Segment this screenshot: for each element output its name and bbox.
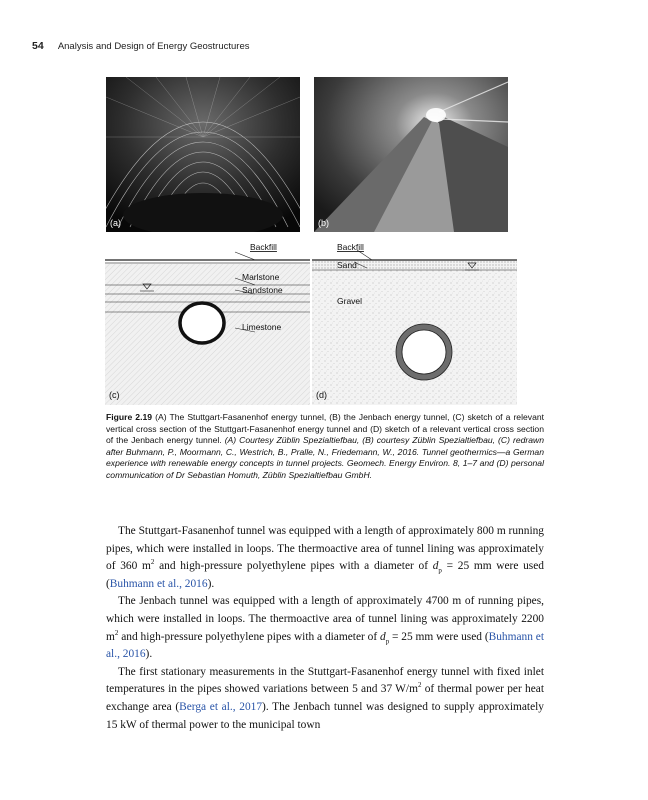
label-sandstone: Sandstone <box>242 285 283 295</box>
page-number: 54 <box>32 40 44 52</box>
tunnel-outline <box>180 303 224 343</box>
label-sand: Sand <box>337 260 357 270</box>
tunnel-photo-a-drawing <box>106 77 300 232</box>
panel-label-b: (b) <box>318 218 329 228</box>
label-marlstone: Marlstone <box>242 272 280 282</box>
superscript: 2 <box>114 628 119 637</box>
body-text <box>106 523 544 734</box>
tunnel-photo-b-drawing <box>314 77 508 232</box>
text-run: The Jenbach tunnel was equipped with a length of approximately 4700 m of running pipes, which were installed in loops. The thermoactive area of tunnel lining was approximately 2200 m <box>106 595 544 643</box>
figure-caption <box>106 412 544 481</box>
photo-stuttgart-tunnel <box>106 77 300 232</box>
sketch-stuttgart-cross-section <box>105 240 310 405</box>
panel-label-c: (c) <box>109 390 120 400</box>
label-backfill: Backfill <box>337 242 364 252</box>
label-limestone: Limestone <box>242 322 282 332</box>
panel-label-d: (d) <box>316 390 327 400</box>
text-run: ). The Jenbach tunnel was designed to supply approximately 15 kW of thermal power to the municipal town <box>106 700 544 731</box>
caption-credit: (A) Courtesy Züblin Spezialtiefbau, (B) courtesy Züblin Spezialtiefbau, (C) redrawn after Buhmann, P., Moormann, C., Westrich, B., Pralle, N., Friedemann, W., 2016. Tunnel geothermics—a German experience with renewable energy concepts in tunnel projects. Geomech. Energy Environ. 8, 1–7 and (D) personal communication of Dr Sebastian Homuth, Züblin Spezialtiefbau GmbH. <box>106 435 544 480</box>
panel-label-a: (a) <box>110 218 121 228</box>
subscript: p <box>438 566 442 575</box>
text-run: and high-pressure polyethylene pipes with a diameter of <box>118 630 380 643</box>
text-run: = 25 mm were used ( <box>389 630 489 643</box>
citation-link[interactable]: Berga et al., 2017 <box>179 700 263 713</box>
paragraph-3 <box>106 664 544 734</box>
text-run: The first stationary measurements in the Stuttgart-Fasanenhof energy tunnel with fixed inlet temperatures in the pipes showed variations between 5 and 37 W/m <box>106 665 544 696</box>
subscript: p <box>385 636 390 645</box>
variable: d <box>379 630 386 643</box>
label-backfill: Backfill <box>250 242 277 252</box>
sketch-jenbach-cross-section <box>312 240 517 405</box>
photo-jenbach-tunnel <box>314 77 508 232</box>
variable: d <box>432 560 439 573</box>
label-gravel: Gravel <box>337 296 363 306</box>
paragraph-2 <box>106 593 544 663</box>
citation-link[interactable]: Buhmann et al., 2016 <box>109 577 208 590</box>
superscript: 2 <box>417 681 422 690</box>
superscript: 2 <box>150 558 155 567</box>
figure-label: Figure 2.19 <box>106 412 153 422</box>
paragraph-1 <box>106 523 544 593</box>
text-run: The Stuttgart-Fasanenhof tunnel was equipped with a length of approximately 800 m running pipes, which were installed in loops. The thermoactive area of tunnel lining was approximately of 360 m <box>106 525 544 573</box>
citation-link[interactable]: Buhmann et al., 2016 <box>106 630 544 661</box>
tunnel-interior <box>402 330 446 374</box>
running-title: Analysis and Design of Energy Geostructures <box>57 41 250 52</box>
text-run: and high-pressure polyethylene pipes with a diameter of <box>154 560 433 573</box>
running-header <box>32 40 250 52</box>
text-run: of thermal power per heat exchange area ( <box>106 683 545 713</box>
text-run: ). <box>145 648 153 661</box>
caption-text: (A) The Stuttgart-Fasanenhof energy tunnel, (B) the Jenbach energy tunnel, (C) sketch of a relevant vertical cross section of the Stuttgart-Fasanenhof energy tunnel and (D) sketch of a relevant vertical cross section of the Jenbach energy tunnel. <box>106 412 545 445</box>
text-run: = 25 mm were used ( <box>106 560 544 590</box>
text-run: ). <box>207 577 215 590</box>
